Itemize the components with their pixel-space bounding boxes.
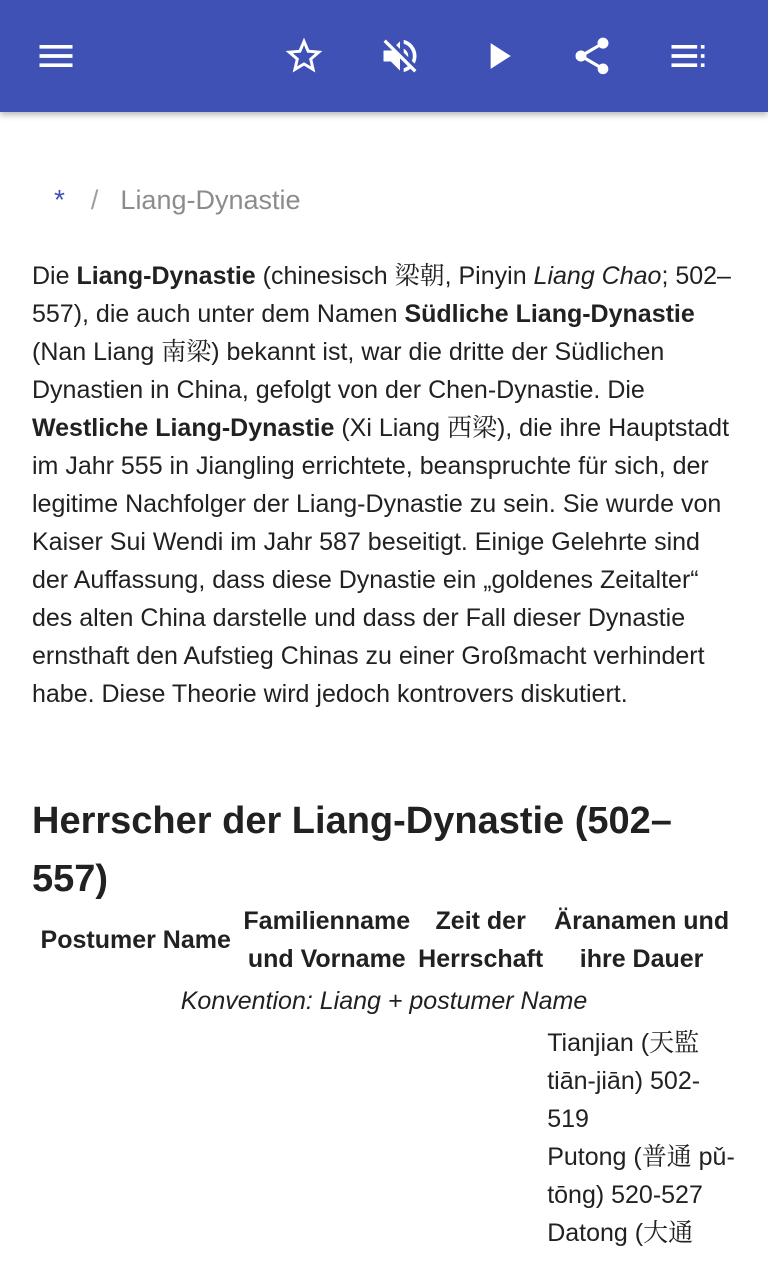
text-span: (Xi Liang 西梁), die ihre Hauptstadt im Jahr 555 in Jiangling errichtete, beanspruchte für sich, der legitime Nachfolger der Liang-Dynastie zu sein. Sie wurde von Kaiser Sui Wendi im Jahr 587 beseitigt. Einige Gelehrte sind der Auffassung, dass diese Dynastie ein „goldenes Zeitalter“ des alten China darstelle und dass der Fall dieser Dynastie ernsthaft den Aufstieg Chinas zu einer Großmacht verhindert habe. Diese Theorie wird jedoch kontrovers diskutiert. [32, 414, 730, 708]
italic-term: Liang Chao [533, 262, 662, 290]
breadcrumb-current: Liang-Dynastie [120, 185, 301, 215]
table-header: Postumer Name [40, 926, 231, 954]
table-cell [32, 1020, 239, 1252]
table-cell [239, 1020, 414, 1252]
breadcrumb-home-link[interactable]: * [54, 184, 65, 215]
text-span: ; 502–557), die auch unter dem Namen [32, 262, 731, 328]
bold-term: Südliche Liang-Dynastie [404, 300, 695, 328]
intro-paragraph [32, 257, 736, 713]
mute-button[interactable] [372, 28, 428, 84]
table-row [32, 1020, 736, 1252]
table-header: Äranamen und ihre Dauer [554, 907, 730, 973]
convention-note: Konvention: Liang + postumer Name [180, 987, 588, 1015]
bold-term: Westliche Liang-Dynastie [32, 414, 335, 442]
table-row [32, 978, 736, 1020]
list-item: Datong (大通 [547, 1219, 694, 1247]
play-icon [476, 34, 520, 78]
table-cell [414, 1020, 547, 1252]
rulers-table [32, 902, 736, 1252]
menu-icon [34, 34, 78, 78]
contents-button[interactable] [660, 28, 716, 84]
table-cell [547, 1020, 736, 1252]
text-span: Die [32, 262, 77, 290]
table-header: Familienname und Vorname [243, 907, 411, 973]
play-button[interactable] [470, 28, 526, 84]
text-span: (Nan Liang 南梁) bekannt ist, war die dritte der Südlichen Dynastien in China, gefolgt von der Chen-Dynastie. Die [32, 338, 665, 404]
breadcrumb [54, 182, 301, 218]
section-heading: Herrscher der Liang-Dynastie (502–557) [32, 800, 672, 900]
volume-off-icon [378, 34, 422, 78]
breadcrumb-separator: / [90, 185, 99, 215]
table-header-row [32, 902, 736, 978]
app-bar [0, 0, 768, 112]
list-item: Putong (普通 pǔ-tōng) 520-527 [547, 1143, 735, 1209]
era-list [547, 1024, 736, 1252]
list-item: Tianjian (天監 tiān-jiān) 502-519 [547, 1029, 701, 1133]
table-header: Zeit der Herrschaft [418, 907, 544, 973]
playlist-icon [666, 34, 710, 78]
text-span: (chinesisch 梁朝, Pinyin [255, 262, 534, 290]
star-outline-icon [282, 34, 326, 78]
share-button[interactable] [564, 28, 620, 84]
bold-term: Liang-Dynastie [76, 262, 256, 290]
share-icon [570, 34, 614, 78]
bookmark-button[interactable] [276, 28, 332, 84]
menu-button[interactable] [28, 28, 84, 84]
